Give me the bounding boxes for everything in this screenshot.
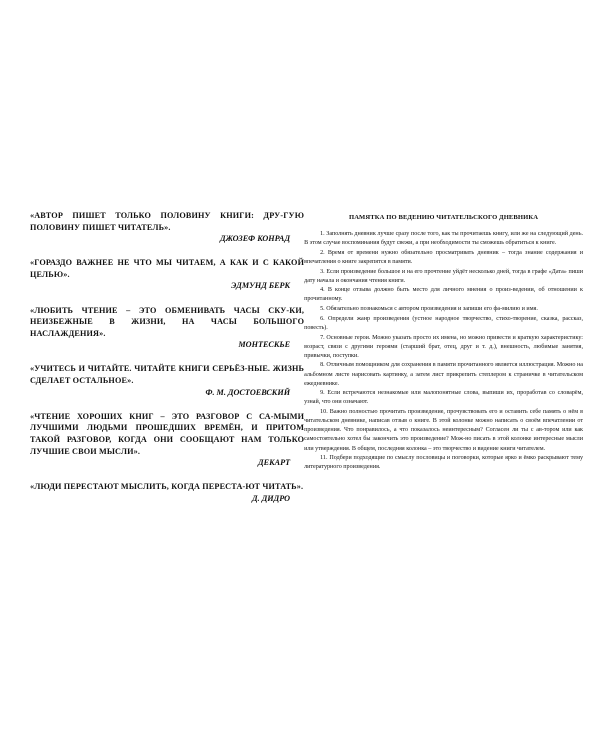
memo-column <box>304 210 583 473</box>
quote-author: ДЕКАРТ <box>258 458 291 468</box>
quote-text: «УЧИТЕСЬ И ЧИТАЙТЕ. ЧИТАЙТЕ КНИГИ СЕРЬЁЗ-НЫЕ. ЖИЗНЬ СДЕЛАЕТ ОСТАЛЬНОЕ». <box>30 364 305 386</box>
quote-text: «ЧТЕНИЕ ХОРОШИХ КНИГ – ЭТО РАЗГОВОР С СА-МЫМИ ЛУЧШИМИ ЛЮДЬМИ ПРОШЕДШИХ ВРЕМЁН, И ПРИТОМ ТАКОЙ РАЗГОВОР, КОГДА ОНИ СООБЩАЮТ НАМ ТОЛЬКО ЛУЧШИЕ СВОИ МЫСЛИ». <box>30 411 305 456</box>
memo-title: ПАМЯТКА ПО ВЕДЕНИЮ ЧИТАТЕЛЬСКОГО ДНЕВНИКА <box>348 214 539 221</box>
quote-block <box>30 481 304 504</box>
memo-item: 10. Важно полностью прочитать произведение, прочувствовать его и оставить себе память о нём в читательском дневнике, написав отзыв о книге. В этой колонке можно написать о своём впечатлении от произведения. Что понравилось, а что показалось неинтересным? Согласен ли ты с ав-тором или как самостоятельно хотел бы закончить это произведение? Мож-но писать в этой колонке интересные мысли или утверждения. В общем, последняя колонка – это творчество и видение книги читателем. <box>304 409 583 452</box>
quote-block <box>30 411 304 469</box>
memo-item: 4. В конце отзыва должно быть место для личного мнения о произ-ведении, об отношении к прочитанному. <box>304 287 583 303</box>
quote-author: ЭДМУНД БЕРК <box>230 281 291 291</box>
quote-block <box>30 210 304 245</box>
memo-item: 3. Если произведение большое и на его прочтение уйдёт несколько дней, тогда в графе «Дата» пиши дату начала и окончания чтения книги. <box>304 268 583 284</box>
quote-block <box>30 363 304 398</box>
memo-item: 7. Основные герои. Можно указать просто их имена, но можно привести и краткую характеристику: возраст, связи с другими героями (старший брат, отец, друг и т. д.), внешность, любимые занятия, привычки, поступки. <box>304 334 583 359</box>
memo-list <box>304 230 583 472</box>
quotes-list <box>30 210 304 504</box>
memo-item: 1. Заполнять дневник лучше сразу после того, как ты прочитаешь книгу, или же на следующий день. В этом случае воспоминания будут свежи, а при необходимости ты сможешь обратиться к книге. <box>304 231 583 247</box>
quote-author: МОНТЕСКЬЕ <box>238 340 291 350</box>
memo-item: 5. Обязательно познакомься с автором произведения и запиши его фа-милию и имя. <box>320 306 538 313</box>
memo-item: 2. Время от времени нужно обязательно просматривать дневник – тогда знание содержания и впечатления о книге закрепятся в памяти. <box>304 249 583 265</box>
quote-text: «ГОРАЗДО ВАЖНЕЕ НЕ ЧТО МЫ ЧИТАЕМ, А КАК И С КАКОЙ ЦЕЛЬЮ». <box>30 258 305 279</box>
quote-text: «ЛЮБИТЬ ЧТЕНИЕ – ЭТО ОБМЕНИВАТЬ ЧАСЫ СКУ-КИ, НЕИЗБЕЖНЫЕ В ЖИЗНИ, НА ЧАСЫ БОЛЬШОГО НАСЛАЖДЕНИЯ». <box>30 305 305 338</box>
quote-block <box>30 257 304 292</box>
quote-text: «АВТОР ПИШЕТ ТОЛЬКО ПОЛОВИНУ КНИГИ: ДРУ-ГУЮ ПОЛОВИНУ ПИШЕТ ЧИТАТЕЛЬ». <box>30 211 305 232</box>
quote-text: «ЛЮДИ ПЕРЕСТАЮТ МЫСЛИТЬ, КОГДА ПЕРЕСТА-ЮТ ЧИТАТЬ». <box>30 482 304 492</box>
memo-item: 8. Отличным помощником для сохранения в памяти прочитанного является иллюстрация. Можно на альбомном листе нарисовать картинку, а затем лист прикрепить степлером к страничке в читательском ежедневнике. <box>304 362 583 387</box>
quotes-column <box>30 210 304 517</box>
memo-item: 11. Подбери подходящие по смыслу пословицы и поговорки, которые ярко и ёмко раскрывают тему литературного произведения. <box>304 455 583 471</box>
memo-item: 9. Если встречаются незнакомые или малопонятные слова, выпиши их, проработав со словарём, узнай, что они означают. <box>304 390 583 406</box>
memo-item: 6. Определи жанр произведения (устное народное творчество, стихо-творение, сказка, рассказ, повесть). <box>304 315 583 331</box>
quote-author: ДЖОЗЕФ КОНРАД <box>219 234 291 244</box>
quote-block <box>30 305 304 351</box>
quote-author: Д. ДИДРО <box>252 493 291 503</box>
quote-author: Ф. М. ДОСТОЕВСКИЙ <box>205 387 291 397</box>
